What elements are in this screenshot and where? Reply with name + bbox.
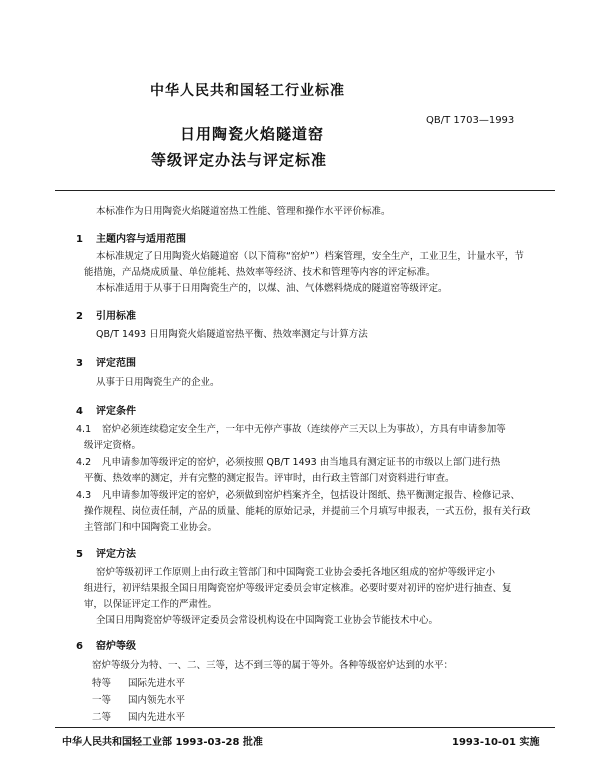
grade-level: 国际先进水平 (128, 678, 186, 689)
section-1-text: 本标准规定了日用陶瓷火焰隧道窑（以下简称“窑炉”）档案管理，安全生产，工业卫生，计量水平，节 (96, 251, 524, 262)
grade-name: 二等 (92, 712, 112, 723)
issuing-org: 中华人民共和国轻工行业标准 (150, 83, 345, 99)
grade-row (92, 677, 185, 690)
section-number: 3 (76, 358, 83, 369)
section-1-text: 能措施，产品烧成质量、单位能耗、热效率等经济、技术和管理等内容的评定标准。 (84, 267, 436, 278)
section-title: 评定方法 (96, 549, 136, 560)
section-1-heading (76, 230, 186, 245)
clause-4-1 (76, 423, 506, 436)
section-number: 4 (76, 406, 83, 417)
grade-name: 一等 (92, 695, 112, 706)
section-2-heading (76, 307, 136, 322)
section-title: 评定条件 (96, 406, 136, 417)
section-number: 6 (76, 641, 83, 652)
clause-number: 4.2 (76, 457, 92, 468)
clause-text: 凡申请参加等级评定的窑炉，必须做到窑炉档案齐全，包括设计图纸、热平衡测定报告、检修记录、 (102, 490, 521, 501)
clause-4-1-cont: 级评定资格。 (84, 440, 142, 451)
clause-4-3 (76, 489, 520, 502)
grade-row (92, 711, 185, 724)
referenced-standard: QB/T 1493 日用陶瓷火焰隧道窑热平衡、热效率测定与计算方法 (96, 329, 368, 340)
section-6-text: 窑炉等级分为特、一、二、三等，达不到三等的属于等外。各种等级窑炉达到的水平： (92, 660, 454, 671)
approval-line: 中华人民共和国轻工业部 1993-03-28 批准 (62, 737, 263, 748)
section-3-heading (76, 354, 136, 369)
section-number: 5 (76, 549, 83, 560)
clause-4-2 (76, 456, 500, 469)
section-title: 主题内容与适用范围 (96, 234, 186, 245)
section-5-text: 窑炉等级初评工作原则上由行政主管部门和中国陶瓷工业协会委托各地区组成的窑炉等级评定小 (96, 567, 496, 578)
intro-paragraph: 本标准作为日用陶瓷火焰隧道窑热工性能、管理和操作水平评价标准。 (96, 206, 391, 217)
section-5-heading (76, 545, 136, 560)
title-line-1: 日用陶瓷火焰隧道窑 (180, 125, 325, 143)
clause-number: 4.1 (76, 424, 92, 435)
clause-4-3-cont: 主管部门和中国陶瓷工业协会。 (84, 522, 218, 533)
footer-divider (55, 727, 555, 728)
grade-row (92, 694, 185, 707)
grade-name: 特等 (92, 678, 112, 689)
section-3-text: 从事于日用陶瓷生产的企业。 (96, 377, 220, 388)
section-1-text: 本标准适用于从事于日用陶瓷生产的，以煤、油、气体燃料烧成的隧道窑等级评定。 (96, 283, 448, 294)
section-5-text: 审，以保证评定工作的严肃性。 (84, 599, 218, 610)
section-title: 评定范围 (96, 358, 136, 369)
header-divider (55, 190, 555, 191)
section-5-text: 组进行，初评结果报全国日用陶瓷窑炉等级评定委员会审定核准。必要时要对初评的窑炉进行抽查、复 (84, 583, 512, 594)
clause-text: 凡申请参加等级评定的窑炉，必须按照 QB/T 1493 由当地具有测定证书的市级以上部门进行热 (102, 457, 501, 468)
section-number: 2 (76, 311, 83, 322)
title-line-2: 等级评定办法与评定标准 (151, 151, 328, 169)
clause-4-2-cont: 平衡、热效率的测定，并有完整的测定报告。评审时，由行政主管部门对资料进行审查。 (84, 473, 455, 484)
standard-code: QB/T 1703—1993 (426, 115, 515, 126)
section-number: 1 (76, 234, 83, 245)
clause-text: 窑炉必须连续稳定安全生产，一年中无停产事故（连续停产三天以上为事故），方具有申请参加等 (102, 424, 506, 435)
section-title: 窑炉等级 (96, 641, 136, 652)
section-5-text: 全国日用陶瓷窑炉等级评定委员会常设机构设在中国陶瓷工业协会节能技术中心。 (96, 615, 439, 626)
section-title: 引用标准 (96, 311, 136, 322)
grade-level: 国内领先水平 (128, 695, 186, 706)
section-6-heading (76, 637, 136, 652)
clause-4-3-cont: 操作规程、岗位责任制，产品的质量、能耗的原始记录，并提前三个月填写申报表，一式五份，报有关行政 (84, 506, 531, 517)
grade-level: 国内先进水平 (128, 712, 186, 723)
effective-date: 1993-10-01 实施 (452, 737, 540, 748)
clause-number: 4.3 (76, 490, 92, 501)
section-4-heading (76, 402, 136, 417)
